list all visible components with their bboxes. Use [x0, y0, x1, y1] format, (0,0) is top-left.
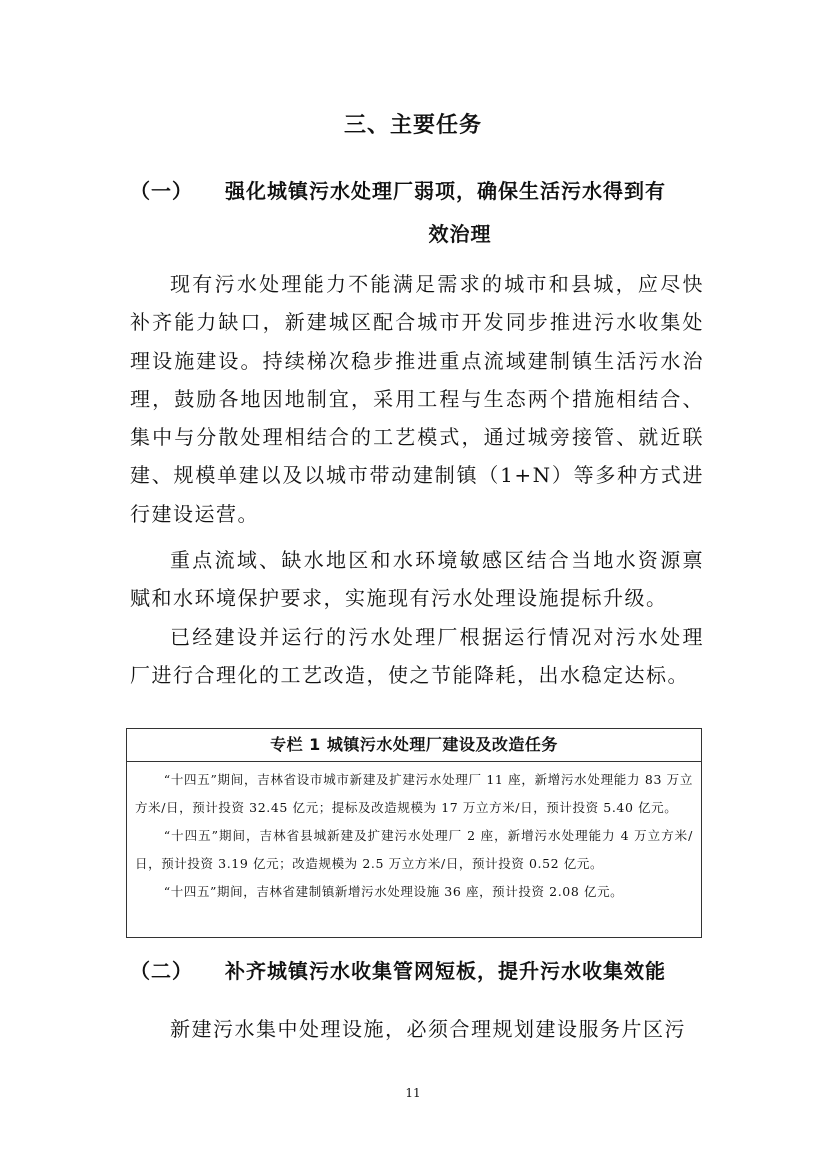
paragraph: 已经建设并运行的污水处理厂根据运行情况对污水处理厂进行合理化的工艺改造，使之节能降耗，出水稳定达标。: [130, 625, 704, 688]
subsection-2-number: （二）: [130, 959, 193, 983]
subsection-2-title: 补齐城镇污水收集管网短板，提升污水收集效能: [225, 959, 666, 983]
subsection-2-heading: [130, 950, 710, 993]
info-box-item: “十四五”期间，吉林省县城新建及扩建污水处理厂 2 座，新增污水处理能力 4 万立方米/日，预计投资 3.19 亿元；改造规模为 2.5 万立方米/日，预计投资 0.52 亿元。: [135, 828, 693, 871]
paragraph: 现有污水处理能力不能满足需求的城市和县城，应尽快补齐能力缺口，新建城区配合城市开发同步推进污水收集处理设施建设。持续梯次稳步推进重点流域建制镇生活污水治理，鼓励各地因地制宜，采用工程与生态两个措施相结合、集中与分散处理相结合的工艺模式，通过城旁接管、就近联建、规模单建以及以城市带动建制镇（1+N）等多种方式进行建设运营。: [130, 272, 704, 526]
info-box-item: “十四五”期间，吉林省建制镇新增污水处理设施 36 座，预计投资 2.08 亿元。: [163, 884, 624, 899]
info-box-title: 专栏 1 城镇污水处理厂建设及改造任务: [127, 729, 701, 762]
section-heading: 三、主要任务: [343, 113, 482, 138]
subsection-1-title-line2: 效治理: [428, 222, 492, 246]
subsection-1-number: （一）: [130, 179, 193, 203]
info-box: [126, 728, 702, 938]
page-number: 11: [405, 1086, 421, 1100]
info-box-body: [127, 762, 701, 906]
paragraph: 新建污水集中处理设施，必须合理规划建设服务片区污: [170, 1017, 686, 1041]
subsection-1-title-line1: 强化城镇污水处理厂弱项，确保生活污水得到有: [225, 179, 666, 203]
info-box-item: “十四五”期间，吉林省设市城市新建及扩建污水处理厂 11 座，新增污水处理能力 83 万立方米/日，预计投资 32.45 亿元；提标及改造规模为 17 万立方米/日，预计投资 5.40 亿元。: [135, 772, 693, 815]
subsection-1-heading: [130, 170, 710, 256]
paragraph: 重点流域、缺水地区和水环境敏感区结合当地水资源禀赋和水环境保护要求，实施现有污水处理设施提标升级。: [130, 548, 704, 611]
